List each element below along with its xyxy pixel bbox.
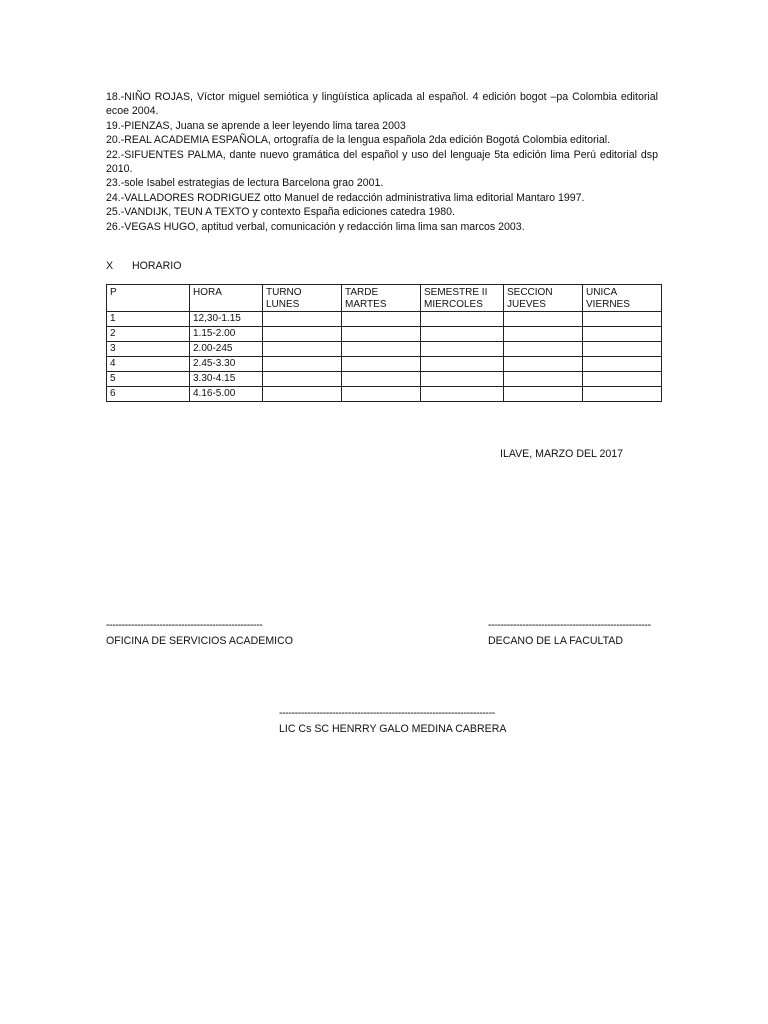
header-cell: HORA <box>190 285 263 312</box>
table-cell: 12,30-1.15 <box>190 312 263 327</box>
signature-block-academic-office <box>106 618 293 648</box>
table-cell: 2.45-3.30 <box>190 357 263 372</box>
signature-block-licentiate <box>279 706 506 736</box>
table-cell <box>583 342 662 357</box>
bibliography-entry: 18.-NIÑO ROJAS, Víctor miguel semiótica y lingüística aplicada al español. 4 edición bogot –pa Colombia editorial ecoe 2004. <box>106 91 658 118</box>
table-cell <box>263 312 342 327</box>
table-cell <box>263 387 342 402</box>
header-cell: TURNO LUNES <box>263 285 342 312</box>
place-date-line: ILAVE, MARZO DEL 2017 <box>500 448 624 460</box>
table-cell <box>342 387 421 402</box>
table-row <box>107 357 662 372</box>
table-cell: 4 <box>107 357 190 372</box>
table-row <box>107 342 662 357</box>
table-cell: 5 <box>107 372 190 387</box>
table-cell: 2 <box>107 327 190 342</box>
table-cell <box>342 357 421 372</box>
bibliography-entry: 24.-VALLADORES RODRIGUEZ otto Manuel de redacción administrativa lima editorial Mantaro 1997. <box>106 191 585 204</box>
bibliography-entry: 20.-REAL ACADEMIA ESPAÑOLA, ortografía de la lengua española 2da edición Bogotá Colombia editorial. <box>106 134 611 147</box>
header-cell: SEMESTRE II MIERCOLES <box>421 285 504 312</box>
header-cell: UNICA VIERNES <box>583 285 662 312</box>
schedule-table <box>106 284 662 402</box>
table-cell <box>342 342 421 357</box>
table-cell: 4.16-5.00 <box>190 387 263 402</box>
table-cell <box>583 357 662 372</box>
table-header-row <box>107 285 662 312</box>
table-cell <box>421 312 504 327</box>
bibliography-entry: 19.-PIENZAS, Juana se aprende a leer leyendo lima tarea 2003 <box>106 119 406 132</box>
signature-line: --------------------------------------------------------------------- <box>279 707 495 719</box>
signature-line: ---------------------------------------------------- <box>488 619 651 631</box>
table-row <box>107 372 662 387</box>
table-row <box>107 387 662 402</box>
table-row <box>107 327 662 342</box>
table-cell <box>583 327 662 342</box>
bibliography-entry: 26.-VEGAS HUGO, aptitud verbal, comunicación y redacción lima lima san marcos 2003. <box>106 220 525 233</box>
table-cell: 1 <box>107 312 190 327</box>
table-cell <box>342 312 421 327</box>
table-cell: 1.15-2.00 <box>190 327 263 342</box>
table-cell <box>421 387 504 402</box>
bibliography-entry: 23.-sole Isabel estrategias de lectura Barcelona grao 2001. <box>106 177 384 190</box>
table-cell <box>504 327 583 342</box>
table-cell <box>342 327 421 342</box>
bibliography-entry: 25.-VANDIJK, TEUN A TEXTO y contexto España ediciones catedra 1980. <box>106 206 455 219</box>
header-cell: TARDE MARTES <box>342 285 421 312</box>
signature-line: -------------------------------------------------- <box>106 619 263 631</box>
section-title: HORARIO <box>132 260 182 272</box>
signature-title: DECANO DE LA FACULTAD <box>488 635 624 647</box>
table-cell: 3 <box>107 342 190 357</box>
table-cell <box>421 342 504 357</box>
table-cell <box>263 327 342 342</box>
signature-block-dean <box>488 618 651 648</box>
table-cell <box>421 327 504 342</box>
table-cell <box>263 342 342 357</box>
table-cell <box>421 372 504 387</box>
table-cell: 6 <box>107 387 190 402</box>
table-cell <box>583 372 662 387</box>
header-cell: SECCION JUEVES <box>504 285 583 312</box>
table-cell <box>504 387 583 402</box>
table-cell: 3.30-4.15 <box>190 372 263 387</box>
table-cell: 2.00-245 <box>190 342 263 357</box>
table-cell <box>342 372 421 387</box>
table-row <box>107 312 662 327</box>
header-cell: P <box>107 285 190 312</box>
section-number: X <box>106 260 114 272</box>
section-heading <box>106 259 181 273</box>
table-cell <box>504 372 583 387</box>
table-cell <box>504 312 583 327</box>
table-cell <box>263 357 342 372</box>
bibliography-list <box>106 90 658 234</box>
bibliography-entry: 22.-SIFUENTES PALMA, dante nuevo gramática del español y uso del lenguaje 5ta edición lima Perú editorial dsp 2010. <box>106 148 658 176</box>
table-cell <box>504 357 583 372</box>
signature-title: OFICINA DE SERVICIOS ACADEMICO <box>106 635 293 647</box>
table-cell <box>504 342 583 357</box>
signature-title: LIC Cs SC HENRRY GALO MEDINA CABRERA <box>279 723 507 735</box>
table-cell <box>583 387 662 402</box>
table-cell <box>421 357 504 372</box>
table-cell <box>263 372 342 387</box>
table-cell <box>583 312 662 327</box>
